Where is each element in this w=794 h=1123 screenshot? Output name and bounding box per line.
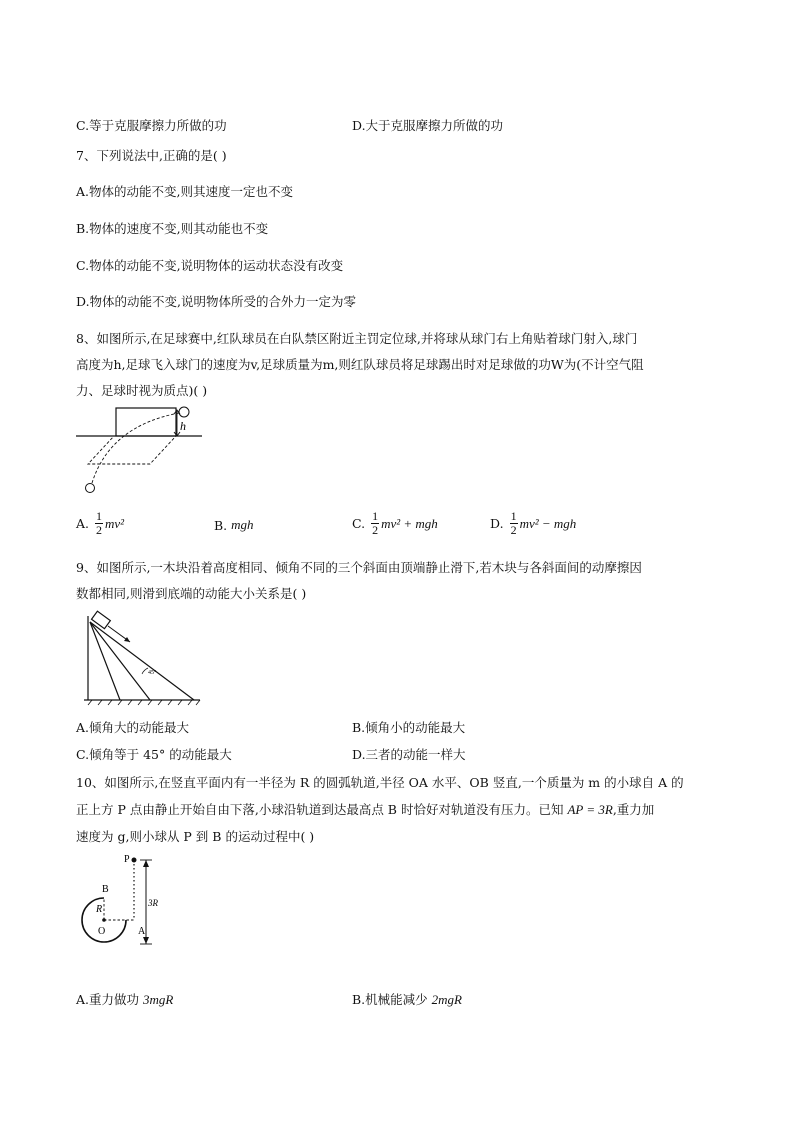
q8-option-a: A. $\frac{1}{2}$ mv² <box>76 509 125 537</box>
label-o: O <box>98 926 106 937</box>
q9-option-b: B.倾角小的动能最大 <box>352 720 466 735</box>
q7-option-a: A.物体的动能不变,则其速度一定也不变 <box>76 184 293 199</box>
fraction-half: $\frac{1}{2}$ <box>510 509 517 537</box>
q8-option-b: B. mgh <box>214 517 254 533</box>
q8-stem-line1: 8、如图所示,在足球赛中,红队球员在白队禁区附近主罚定位球,并将球从球门右上角贴着球门射入,球门 <box>76 331 638 346</box>
q9-incline-figure <box>82 610 204 706</box>
angle-label: 45° <box>148 670 157 676</box>
football-start <box>86 484 95 493</box>
fraction-half: $\frac{1}{2}$ <box>372 509 379 537</box>
goal-frame <box>116 408 176 436</box>
field-plane <box>88 436 176 464</box>
q8-option-d: D. $\frac{1}{2}$ mv² − mgh <box>490 509 577 537</box>
q10-circular-track-figure <box>72 848 172 976</box>
q10-option-a: A.重力做功 3mgR <box>76 992 174 1007</box>
q9-stem-line1: 9、如图所示,一木块沿着高度相同、倾角不同的三个斜面由顶端静止滑下,若木块与各斜面间的动摩擦因 <box>76 560 642 575</box>
q8-stem-line3: 力、足球时视为质点)( ) <box>76 383 208 398</box>
q7-option-c: C.物体的动能不变,说明物体的运动状态没有改变 <box>76 258 344 273</box>
trajectory-path <box>92 413 179 483</box>
label-3r: 3R <box>148 898 158 908</box>
given-ap: AP = 3R <box>567 802 613 817</box>
height-label: h <box>180 419 186 433</box>
q7-option-b: B.物体的速度不变,则其动能也不变 <box>76 221 269 236</box>
label-r: R <box>96 904 103 915</box>
q8-option-c: C. $\frac{1}{2}$ mv² + mgh <box>352 509 438 537</box>
q7-option-d: D.物体的动能不变,说明物体所受的合外力一定为零 <box>76 294 357 309</box>
point-p <box>132 858 137 863</box>
q10-stem-line2: 正上方 P 点由静止开始自由下落,小球沿轨道到达最高点 B 时恰好对轨道没有压力。已知 AP = 3R,重力加 <box>76 802 655 817</box>
fraction-half: $\frac{1}{2}$ <box>96 509 103 537</box>
center-o <box>102 918 106 922</box>
q9-stem-line2: 数都相同,则滑到底端的动能大小关系是( ) <box>76 586 307 601</box>
label-a: A <box>138 926 146 937</box>
q8-football-figure <box>74 400 204 498</box>
q10-stem-line1: 10、如图所示,在竖直平面内有一半径为 R 的圆弧轨道,半径 OA 水平、OB 竖直,一个质量为 m 的小球自 A 的 <box>76 775 684 790</box>
q9-option-c: C.倾角等于 45° 的动能最大 <box>76 747 232 762</box>
ground-hatching <box>88 700 200 705</box>
football-top <box>179 407 189 417</box>
label-p: P <box>124 854 130 865</box>
q8-stem-line2: 高度为h,足球飞入球门的速度为v,足球质量为m,则红队球员将足球踢出时对足球做的功W为(不计空气阻 <box>76 357 644 372</box>
wood-block <box>92 611 111 628</box>
q9-option-d: D.三者的动能一样大 <box>352 747 466 762</box>
q10-stem-line3: 速度为 g,则小球从 P 到 B 的运动过程中( ) <box>76 829 315 844</box>
q6-option-d: D.大于克服摩擦力所做的功 <box>352 118 504 133</box>
q6-option-c: C.等于克服摩擦力所做的功 <box>76 118 227 133</box>
label-b: B <box>102 884 109 895</box>
q9-option-a: A.倾角大的动能最大 <box>76 720 190 735</box>
q10-option-b: B.机械能减少 2mgR <box>352 992 462 1007</box>
q7-stem: 7、下列说法中,正确的是( ) <box>76 148 227 163</box>
